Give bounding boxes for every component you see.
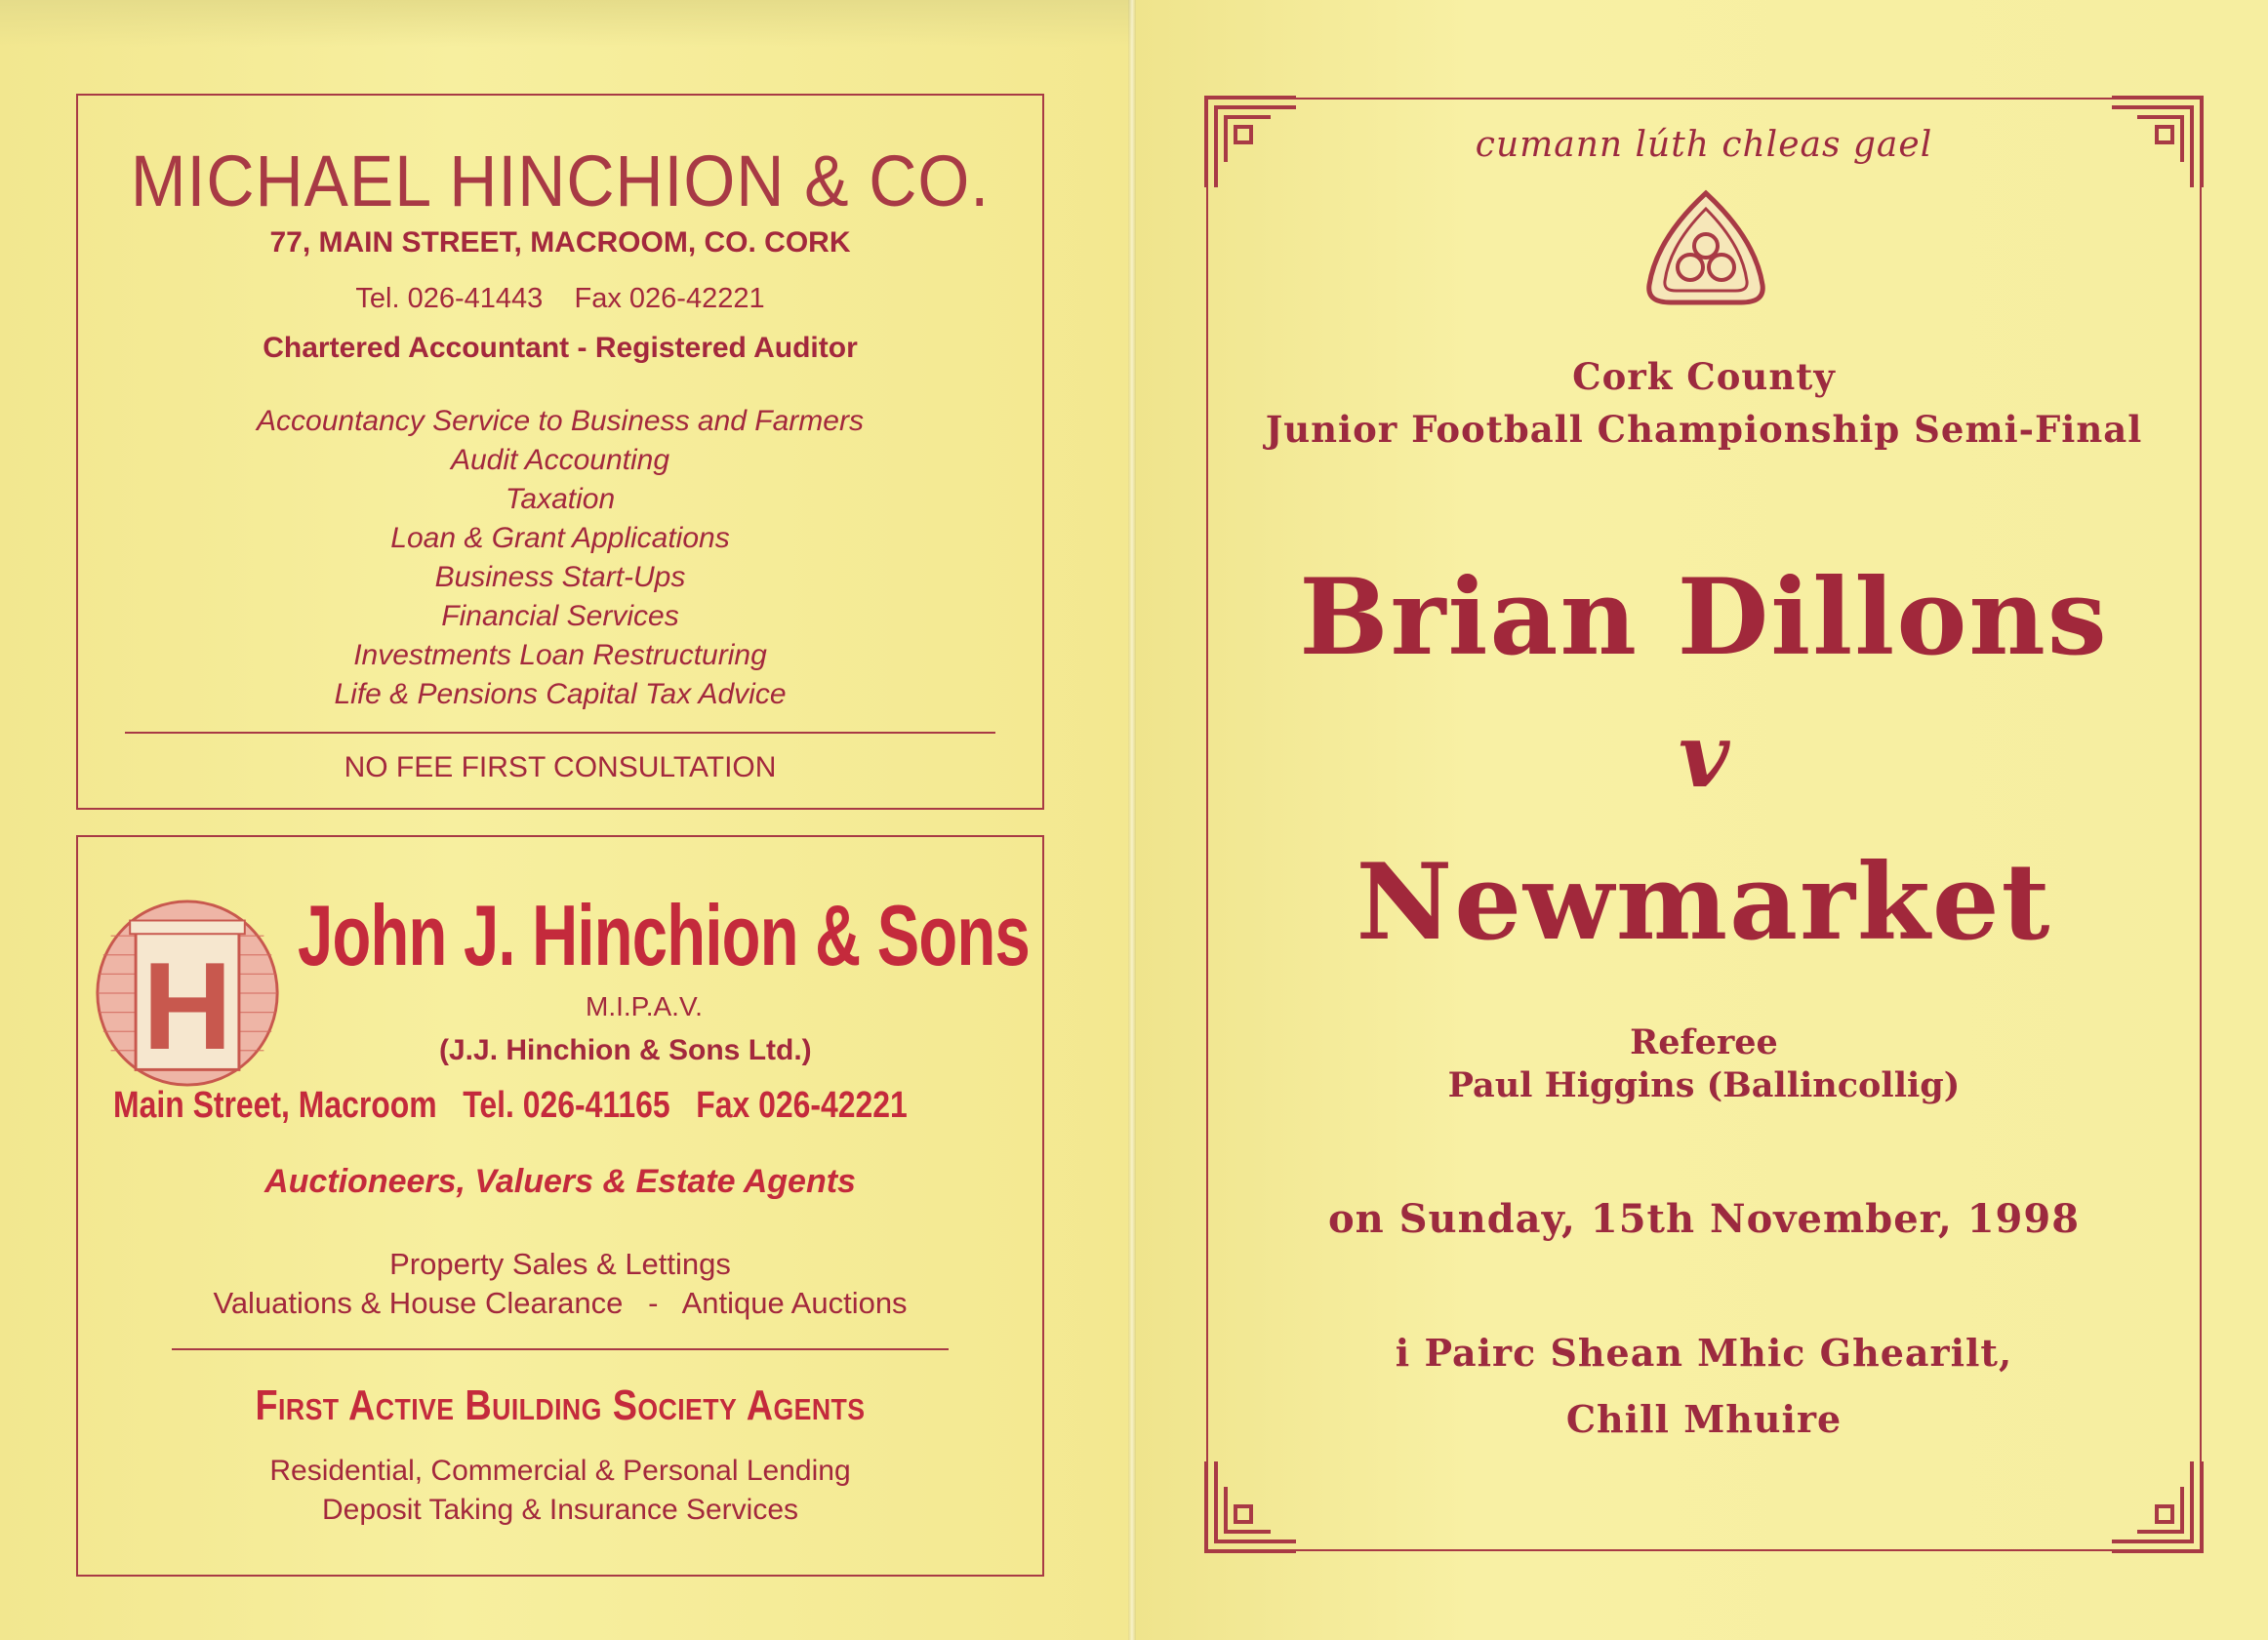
away-team: Newmarket: [1356, 841, 2052, 964]
celtic-corner-icon: [2108, 1458, 2206, 1555]
consultation-note: NO FEE FIRST CONSULTATION: [344, 751, 777, 783]
gaa-crest-icon: [1641, 187, 1770, 308]
versus: v: [1678, 704, 1730, 808]
service-item: Financial Services: [441, 600, 679, 632]
page-fold: [1128, 0, 1136, 1640]
svg-text:H: H: [142, 936, 232, 1075]
venue-line-1: i Pairc Shean Mhic Ghearilt,: [1395, 1331, 2013, 1375]
john-hinchion-advert: [76, 835, 1044, 1577]
service-item: Loan & Grant Applications: [390, 522, 730, 554]
service-item: Audit Accounting: [450, 444, 670, 476]
divider: [125, 732, 995, 734]
service-item: Accountancy Service to Business and Farmers: [257, 405, 864, 437]
service-item: Taxation: [505, 483, 616, 515]
service-item: Business Start-Ups: [434, 561, 686, 593]
service-item: Valuations & House Clearance - Antique Auctions: [213, 1286, 908, 1320]
match-date: on Sunday, 15th November, 1998: [1327, 1196, 2081, 1242]
telephone-fax: Tel. 026-41443 Fax 026-42221: [355, 283, 765, 314]
home-team: Brian Dillons: [1299, 556, 2109, 679]
company-name: MICHAEL HINCHION & CO.: [130, 140, 991, 221]
company-address: 77, MAIN STREET, MACROOM, CO. CORK: [269, 226, 851, 259]
tagline: Auctioneers, Valuers & Estate Agents: [264, 1163, 856, 1200]
paper-crease: [0, 0, 1132, 47]
company-name: John J. Hinchion & Sons: [298, 887, 1030, 983]
building-society-agents: First Active Building Society Agents: [255, 1381, 866, 1429]
limited-company: (J.J. Hinchion & Sons Ltd.): [439, 1034, 812, 1066]
services-list: [78, 402, 1042, 714]
association-name: cumann lúth chleas gael: [1475, 125, 1933, 165]
competition-title: Junior Football Championship Semi-Final: [1265, 408, 2143, 451]
agent-services: [78, 1452, 1042, 1530]
service-item: Property Sales & Lettings: [389, 1247, 731, 1281]
service-item: Life & Pensions Capital Tax Advice: [334, 678, 787, 710]
qualification: Chartered Accountant - Registered Auditor: [263, 332, 858, 364]
michael-hinchion-advert: [76, 94, 1044, 810]
referee-name: Paul Higgins (Ballincollig): [1447, 1065, 1961, 1105]
programme-frame: [1206, 98, 2202, 1551]
mipav: M.I.P.A.V.: [586, 991, 703, 1021]
divider: [172, 1348, 949, 1350]
referee-label: Referee: [1630, 1022, 1778, 1062]
agent-service-item: Residential, Commercial & Personal Lending: [269, 1455, 851, 1487]
venue-line-2: Chill Mhuire: [1565, 1397, 1843, 1441]
services-list: [78, 1245, 1042, 1323]
h-logo-icon: [92, 898, 283, 1089]
service-item: Investments Loan Restructuring: [353, 639, 767, 671]
right-page: [1132, 0, 2268, 1640]
competition-county: Cork County: [1572, 355, 1836, 398]
celtic-corner-icon: [1202, 1458, 1300, 1555]
contact-line: Main Street, Macroom Tel. 026-41165 Fax 026-42221: [113, 1085, 908, 1126]
agent-service-item: Deposit Taking & Insurance Services: [321, 1494, 799, 1526]
left-page: [0, 0, 1132, 1640]
